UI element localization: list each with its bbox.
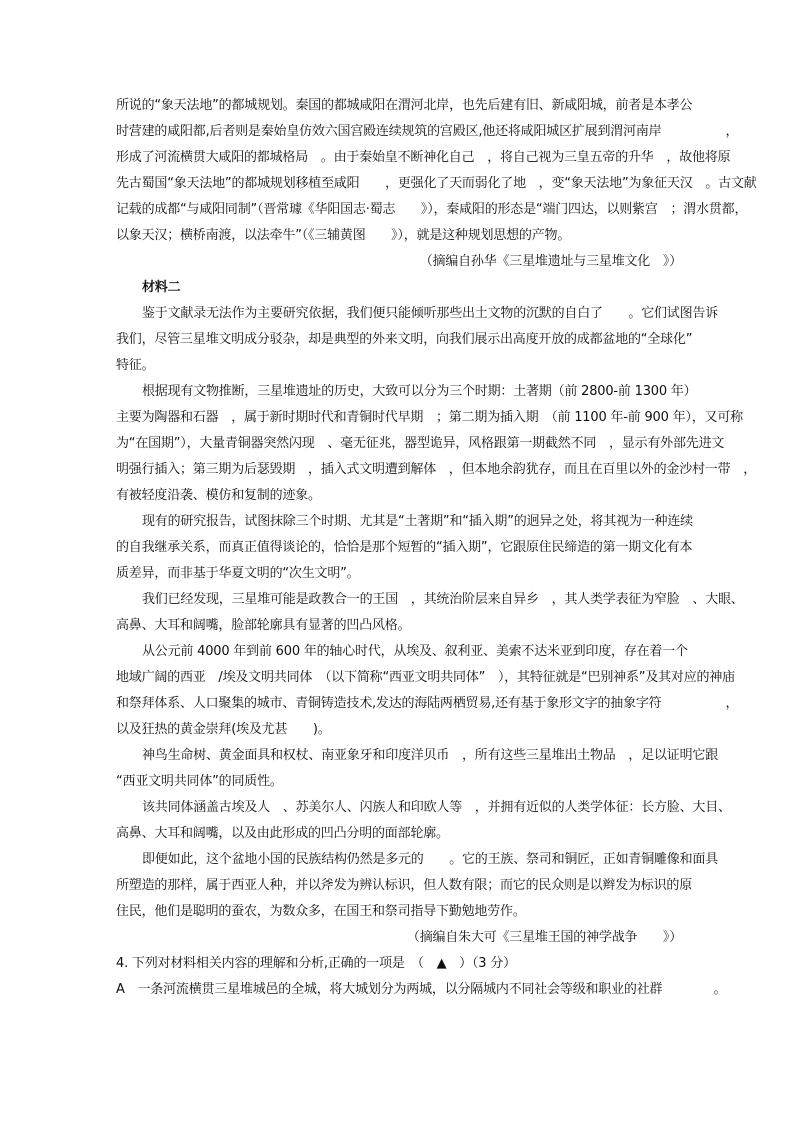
source-citation-1: （摘编自孙华《三星堆遗址与三星堆文化 》） — [419, 254, 682, 269]
paragraph-6 — [116, 639, 739, 743]
text-line: 和祭拜体系、人口聚集的城市、青铜铸造技术,发达的海陆两栖贸易,还有基于象形文字的抽象字符 ， — [116, 696, 739, 711]
text-line: 以及狂热的黄金崇拜(埃及尤甚 )。 — [116, 722, 331, 737]
paragraph-9 — [116, 847, 719, 925]
text-line: 的自我继承关系，而真正值得谈论的，恰恰是那个短暂的“插入期”，它跟原住民缔造的第一期文化有本 — [116, 540, 693, 555]
text-line: 该共同体涵盖古埃及人 、苏美尔人、闪族人和印欧人等 ，并拥有近似的人类学体征：长方脸、大目、 — [142, 800, 731, 815]
text-line: 明强行插入；第三期为后瑟毁期 ，插入式文明遭到解体 ，但本地余韵犹存，而且在百里以外的金沙村一带 ， — [116, 462, 757, 477]
text-line: 以象天汉；横桥南渡，以法牵牛”（《三辅黄图 》），就是这种规划思想的产物。 — [116, 228, 571, 243]
text-line: 为“在国期”），大量青铜器突然闪现 、毫无征兆，器型诡异，风格跟第一期截然不同 ，显示有外部先进文 — [116, 436, 725, 451]
text-line: 所塑造的那样，属于西亚人种，并以斧发为辨认标识，但人数有限；而它的民众则是以辫发为标识的原 — [116, 878, 693, 893]
text-line: 记载的成都“与咸阳同制”（晋常璩《华阳国志·蜀志 》），秦咸阳的形态是“端门四达，以则紫宫 ；渭水贯都， — [116, 202, 748, 217]
text-line: 神鸟生命树、黄金面具和权杖、南亚象牙和印度洋贝币 ，所有这些三星堆出土物品 ，足以证明它跟 — [142, 748, 719, 763]
text-line: 地域广阔的西亚 /埃及文明共同体 （以下简称“西亚文明共同体” ），其特征就是“巴别神系”及其对应的神庙 — [116, 670, 735, 685]
text-line: 时营建的咸阳都,后者则是秦始皇仿效六国宫殿连续规筑的宫殿区,他还将咸阳城区扩展到渭河南岸 ， — [116, 124, 739, 139]
paragraph-8 — [116, 795, 731, 847]
text-line: 鉴于文献录无法作为主要研究依据，我们便只能倾听那些出土文物的沉默的自白了 。它们试图告诉 — [142, 306, 719, 321]
text-line: “西亚文明共同体”的同质性。 — [116, 774, 283, 789]
text-line: 质差异，而非基于华夏文明的“次生文明”。 — [116, 566, 360, 581]
text-line: 主要为陶器和石器 ，属于新时期时代和青铜时代早期 ；第二期为插入期 （前 1100 年-前 900 年），又可称 — [116, 410, 743, 425]
paragraph-4 — [116, 509, 693, 587]
text-line: 有被轻度沿袭、模仿和复制的迹象。 — [116, 488, 321, 503]
text-line: 从公元前 4000 年到前 600 年的轴心时代，从埃及、叙利亚、美索不达米亚到印度，存在着一个 — [142, 644, 688, 659]
source-citation-2: （摘编自朱大可《三星堆王国的神学战争 》） — [406, 930, 682, 945]
question-4: 4. 下列对材料相关内容的理解和分析,正确的一项是 （ ▲ ）（3 分） — [116, 956, 516, 971]
document-page — [116, 93, 757, 1003]
paragraph-7 — [116, 743, 719, 795]
text-line: 我们，尽管三星堆文明成分驳杂，却是典型的外来文明，向我们展示出高度开放的成都盆地的“全球化” — [116, 332, 693, 347]
text-line: 现有的研究报告，试图抹除三个时期、尤其是“土著期”和“插入期”的迥异之处，将其视为一种连续 — [142, 514, 693, 529]
paragraph-3 — [116, 379, 757, 509]
paragraph-1 — [116, 93, 757, 249]
text-line: 即便如此，这个盆地小国的民族结构仍然是多元的 。它的王族、祭司和铜匠，正如青铜雕像和面具 — [142, 852, 719, 867]
text-line: 特征。 — [116, 358, 155, 373]
text-line: 所说的“象天法地”的都城规划。秦国的都城咸阳在渭河北岸，也先后建有旧、新咸阳城，前者是本孝公 — [116, 98, 693, 113]
text-line: 高鼻、大耳和阔嘴，以及由此形成的凹凸分明的面部轮廓。 — [116, 826, 449, 841]
text-line: 我们已经发现，三星堆可能是政教合一的王国 ，其统治阶层来自异乡 ，其人类学表征为窄脸 、大眼、 — [142, 592, 744, 607]
section-heading-material-2: 材料二 — [142, 280, 181, 295]
text-line: 住民，他们是聪明的蚕农，为数众多，在国王和祭司指导下勤勉地劳作。 — [116, 904, 526, 919]
text-line: 高鼻、大耳和阔嘴，脸部轮廓具有显著的凹凸风格。 — [116, 618, 411, 633]
option-a: A 一条河流横贯三星堆城邑的全城，将大城划分为两城，以分隔城内不同社会等级和职业的社群 。 — [116, 982, 727, 997]
text-line: 形成了河流横贯大咸阳的都城格局 。由于秦始皇不断神化自己 ，将自己视为三皇五帝的升华 ，故他将原 — [116, 150, 731, 165]
paragraph-5 — [116, 587, 744, 639]
text-line: 根据现有文物推断，三星堆遗址的历史，大致可以分为三个时期：土著期（前 2800-前 1300 年） — [142, 384, 697, 399]
text-line: 先古蜀国“象天法地”的都城规划移植至咸阳 ，更强化了天而弱化了地 ，变“象天法地”为象征天汉 。古文献 — [116, 176, 757, 191]
paragraph-2 — [116, 301, 719, 379]
